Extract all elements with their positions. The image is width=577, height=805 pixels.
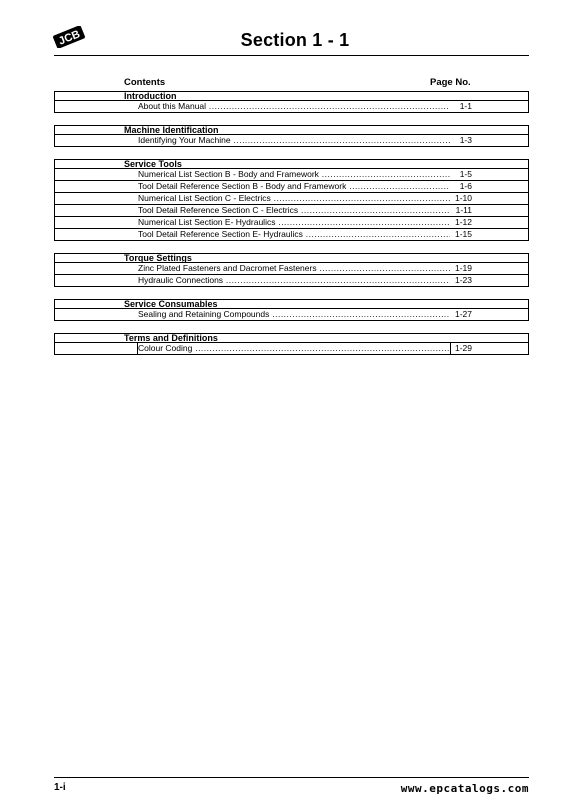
toc-entry[interactable]: About this Manual ..... 1-1 xyxy=(54,101,529,113)
toc-section-terms-and-definitions xyxy=(54,333,529,355)
page-title: Section 1 - 1 xyxy=(240,30,350,50)
table-of-contents xyxy=(54,91,529,367)
toc-entry[interactable]: Tool Detail Reference Section E- Hydraulics ..... 1-15 xyxy=(54,229,529,241)
toc-entry[interactable]: Sealing and Retaining Compounds ..... 1-27 xyxy=(54,309,529,321)
section-heading: Service Consumables xyxy=(54,299,529,309)
section-heading: Torque Settings xyxy=(54,253,529,263)
watermark-url: www.epcatalogs.com xyxy=(400,782,529,795)
toc-section-torque-settings xyxy=(54,253,529,287)
jcb-logo xyxy=(52,26,86,48)
section-heading: Terms and Definitions xyxy=(54,333,529,343)
contents-column-header: Contents xyxy=(124,77,166,88)
toc-entry[interactable]: Numerical List Section C - Electrics ..... 1-10 xyxy=(54,193,529,205)
toc-section-service-tools xyxy=(54,159,529,241)
footer-rule xyxy=(54,777,529,778)
toc-entry[interactable]: Identifying Your Machine ..... 1-3 xyxy=(54,135,529,147)
toc-section-machine-identification xyxy=(54,125,529,147)
toc-entry[interactable]: Tool Detail Reference Section C - Electrics ..... 1-11 xyxy=(54,205,529,217)
logo-text: JCB xyxy=(56,28,82,48)
toc-entry[interactable]: Numerical List Section B - Body and Framework ..... 1-5 xyxy=(54,169,529,181)
toc-entry[interactable]: Hydraulic Connections ..... 1-23 xyxy=(54,275,529,287)
footer-page-number: 1-i xyxy=(54,782,66,793)
section-heading: Introduction xyxy=(54,91,529,101)
section-heading: Machine Identification xyxy=(54,125,529,135)
toc-section-introduction xyxy=(54,91,529,113)
toc-entry-selected[interactable]: Colour Coding ..... 1-29 xyxy=(54,343,529,355)
section-heading: Service Tools xyxy=(54,159,529,169)
page-number-column-header: Page No. xyxy=(430,77,471,88)
toc-section-service-consumables xyxy=(54,299,529,321)
toc-entry[interactable]: Tool Detail Reference Section B - Body and Framework ..... 1-6 xyxy=(54,181,529,193)
header-rule xyxy=(54,55,529,56)
toc-entry[interactable]: Zinc Plated Fasteners and Dacromet Fasteners ..... 1-19 xyxy=(54,263,529,275)
toc-entry[interactable]: Numerical List Section E- Hydraulics ..... 1-12 xyxy=(54,217,529,229)
